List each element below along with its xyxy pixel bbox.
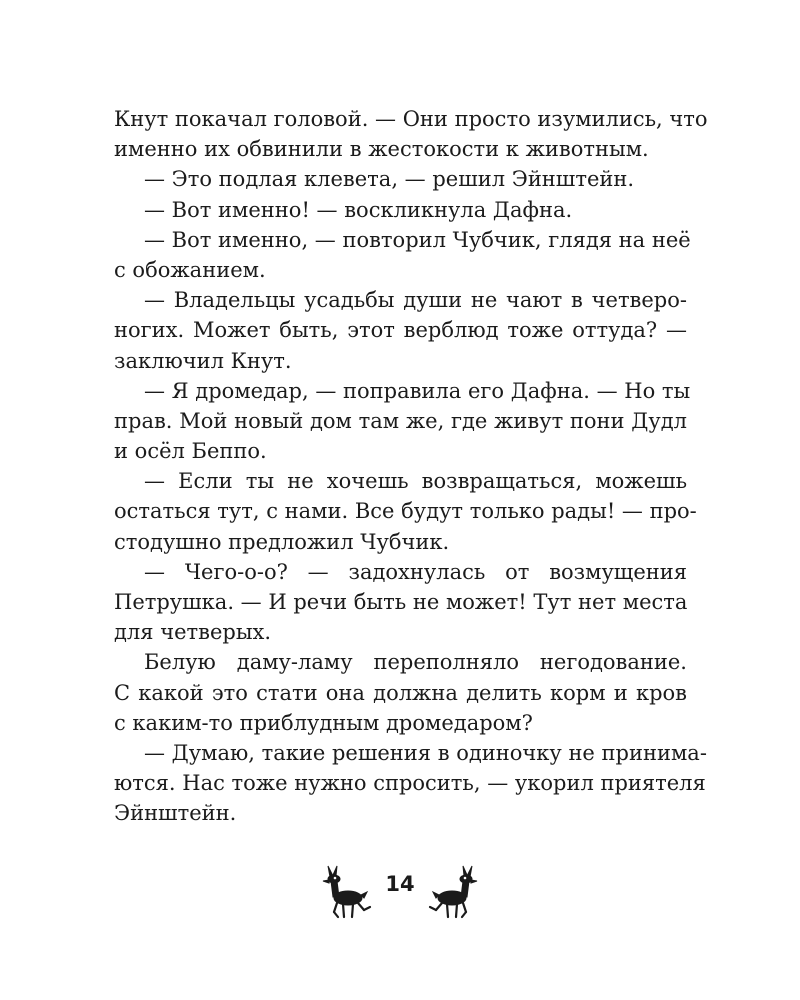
page-number: 14 — [385, 872, 415, 896]
llama-icon — [320, 864, 372, 920]
text-line: — Я дромедар, — поправила его Дафна. — Но ты — [144, 378, 691, 403]
text-line: ногих. Может быть, этот верблюд тоже оттуда? — — [114, 318, 687, 343]
text-line: с каким-то приблудным дромедаром? — [114, 710, 533, 735]
text-line: ются. Нас тоже нужно спросить, — укорил приятеля — [114, 771, 706, 796]
text-line: — Вот именно, — повторил Чубчик, глядя на неё — [144, 227, 691, 252]
text-line: — Владельцы усадьбы души не чают в четверо- — [144, 288, 687, 313]
page-footer — [320, 860, 480, 920]
text-line: — Это подлая клевета, — решил Эйнштейн. — [144, 167, 635, 192]
text-line: — Думаю, такие решения в одиночку не принима- — [144, 740, 707, 765]
text-line: Эйнштейн. — [114, 801, 237, 826]
text-line: Петрушка. — И речи быть не может! Тут нет места — [114, 590, 688, 614]
text-line: заключил Кнут. — [114, 348, 292, 373]
text-line: и осёл Беппо. — [114, 439, 267, 464]
text-line: С какой это стати она должна делить корм и кров — [114, 680, 687, 705]
text-line: остаться тут, с нами. Все будут только рады! — про- — [114, 499, 697, 524]
text-line: стодушно предложил Чубчик. — [114, 529, 450, 554]
text-line: для четверых. — [114, 620, 272, 645]
text-line: с обожанием. — [114, 257, 266, 282]
text-line: Кнут покачал головой. — Они просто изумились, что — [114, 107, 708, 131]
text-line: — Вот именно! — воскликнула Дафна. — [144, 197, 573, 222]
llama-icon — [428, 864, 480, 920]
text-line: — Чего-о-о? — задохнулась от возмущения — [144, 559, 687, 584]
text-line: — Если ты не хочешь возвращаться, можешь — [144, 469, 687, 494]
body-text — [114, 104, 708, 829]
text-line: именно их обвинили в жестокости к животным. — [114, 137, 649, 162]
text-line: Белую даму-ламу переполняло негодование. — [144, 650, 687, 675]
text-line: прав. Мой новый дом там же, где живут пони Дудл — [114, 408, 687, 433]
